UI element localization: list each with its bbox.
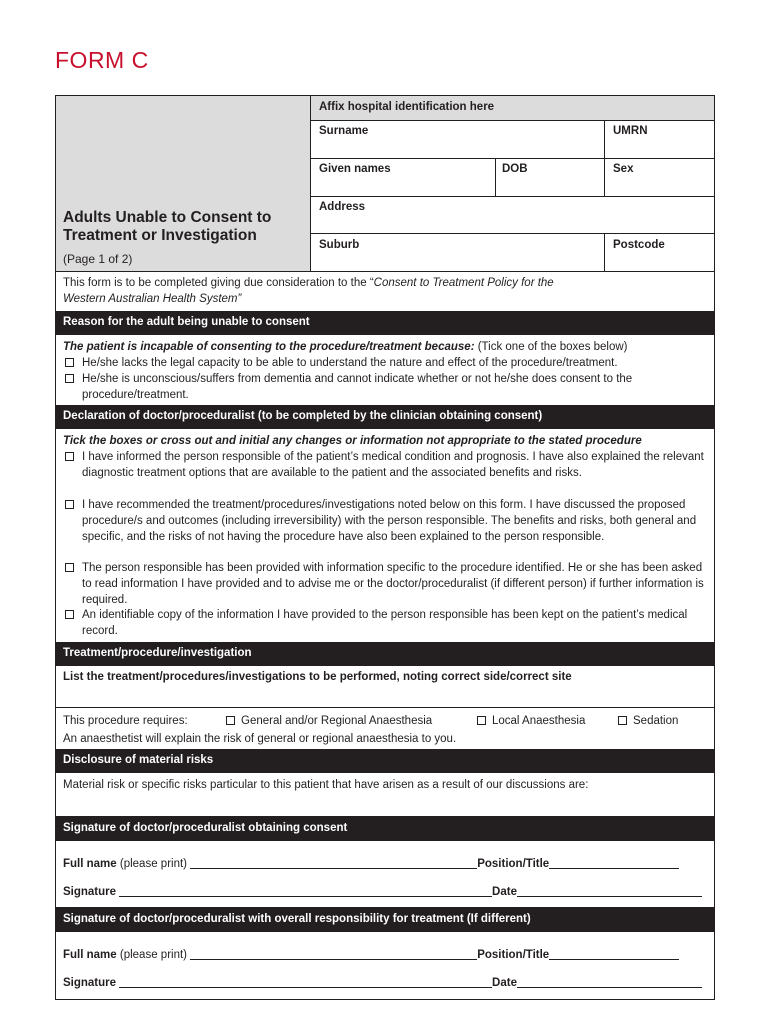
reason-option-1-text: He/she lacks the legal capacity to be able to understand the nature and effect of the procedure/treatment. <box>82 357 618 369</box>
anaesthesia-option-general-text: General and/or Regional Anaesthesia <box>241 715 433 727</box>
checkbox[interactable] <box>65 452 74 461</box>
sig1-fullname-row <box>63 858 679 870</box>
sig1-heading: Signature of doctor/proceduralist obtaining consent <box>63 822 348 834</box>
postcode-field[interactable]: Postcode <box>613 239 665 251</box>
sig2-please-print: (please print) <box>116 949 191 961</box>
sig2-signature-input[interactable] <box>119 987 492 988</box>
checkbox[interactable] <box>65 500 74 509</box>
form-title-line2: Treatment or Investigation <box>63 227 257 244</box>
risks-text: Material risk or specific risks particular to this patient that have arisen as a result of our discussions are: <box>63 779 589 791</box>
form-label: FORM C <box>55 47 149 73</box>
surname-field[interactable]: Surname <box>319 125 369 137</box>
declaration-item-4[interactable] <box>64 607 709 639</box>
sig2-signature-label: Signature <box>63 977 117 989</box>
declaration-item-1[interactable] <box>64 449 709 481</box>
checkbox[interactable] <box>65 563 74 572</box>
sig2-fullname-input[interactable] <box>190 959 477 960</box>
declaration-instruction: Tick the boxes or cross out and initial any changes or information not appropriate to the stated procedure <box>63 435 642 447</box>
reason-lead-rest: (Tick one of the boxes below) <box>474 341 628 353</box>
sig1-position-input[interactable] <box>549 868 679 869</box>
risks-heading: Disclosure of material risks <box>63 754 214 766</box>
anaesthesia-option-local-text: Local Anaesthesia <box>492 715 586 727</box>
sig2-position-label: Position/Title <box>477 949 550 961</box>
declaration-heading: Declaration of doctor/proceduralist (to be completed by the clinician obtaining consent) <box>63 410 543 422</box>
sig1-date-input[interactable] <box>517 896 702 897</box>
checkbox[interactable] <box>618 716 627 725</box>
declaration-heading-bar <box>56 405 714 429</box>
reason-option-2-text: He/she is unconscious/suffers from dementia and cannot indicate whether or not he/she does consent to the procedure/treatment. <box>82 373 633 401</box>
form-title-line1: Adults Unable to Consent to <box>63 209 272 226</box>
reason-option-2[interactable] <box>64 371 709 403</box>
reason-lead-bold: The patient is incapable of consenting to the procedure/treatment because: <box>63 341 475 353</box>
suburb-field[interactable]: Suburb <box>319 239 360 251</box>
declaration-item-3-text: The person responsible has been provided with information specific to the procedure identified. He or she has been asked to read information I have provided and to advise me or the doctor/proceduralist (if different person) if further information is required. <box>82 562 704 606</box>
affix-label: Affix hospital identification here <box>319 101 495 113</box>
sig1-signature-label: Signature <box>63 886 117 898</box>
checkbox[interactable] <box>65 610 74 619</box>
intro-prefix: This form is to be completed giving due consideration to the “ <box>63 277 374 289</box>
anaesthesia-option-sedation[interactable] <box>618 713 678 729</box>
anaesthesia-option-local[interactable] <box>477 713 585 729</box>
sig2-fullname-row <box>63 949 679 961</box>
umrn-field[interactable]: UMRN <box>613 125 648 137</box>
anaesthesia-option-sedation-text: Sedation <box>633 715 679 727</box>
reason-heading: Reason for the adult being unable to consent <box>63 316 310 328</box>
consent-form <box>55 95 715 1000</box>
sig2-signature-row <box>63 977 702 989</box>
sig1-position-label: Position/Title <box>477 858 550 870</box>
sig1-fullname-input[interactable] <box>190 868 477 869</box>
given-names-field[interactable]: Given names <box>319 163 391 175</box>
checkbox[interactable] <box>477 716 486 725</box>
declaration-item-2-text: I have recommended the treatment/procedures/investigations noted below on this form. I have discussed the proposed procedure/s and outcomes (including irreversibility) with the person responsible. The benefits and risks, both general and specific, and the risks of not having the procedure have also been explained to the person responsible. <box>82 499 697 543</box>
sex-field[interactable]: Sex <box>613 163 634 175</box>
sig1-please-print: (please print) <box>116 858 191 870</box>
sig2-date-input[interactable] <box>517 987 702 988</box>
title-block <box>56 96 310 271</box>
reason-option-1[interactable] <box>64 355 709 371</box>
policy-name-line1: Consent to Treatment Policy for the <box>373 277 554 289</box>
sig2-position-input[interactable] <box>549 959 679 960</box>
anaesthetist-note: An anaesthetist will explain the risk of general or regional anaesthesia to you. <box>63 733 457 745</box>
treatment-list-field[interactable] <box>56 688 714 707</box>
treatment-list-label: List the treatment/procedures/investigations to be performed, noting correct side/correct site <box>63 671 572 683</box>
reason-lead <box>63 339 708 355</box>
intro-text <box>63 275 703 307</box>
sig2-date-label: Date <box>492 977 517 989</box>
dob-field[interactable]: DOB <box>502 163 528 175</box>
risks-heading-bar <box>56 749 714 773</box>
page-indicator: (Page 1 of 2) <box>63 252 133 266</box>
anaesthesia-option-general[interactable] <box>226 713 432 729</box>
checkbox[interactable] <box>65 358 74 367</box>
sig1-signature-input[interactable] <box>119 896 492 897</box>
address-field[interactable]: Address <box>319 201 366 213</box>
sig2-fullname-label: Full name <box>63 949 117 961</box>
sig2-heading-bar <box>56 907 714 932</box>
risks-field[interactable] <box>56 793 714 815</box>
declaration-item-3[interactable] <box>64 560 709 608</box>
sig2-heading: Signature of doctor/proceduralist with overall responsibility for treatment (If different) <box>63 913 531 925</box>
reason-heading-bar <box>56 311 714 335</box>
declaration-item-2[interactable] <box>64 497 709 545</box>
sig1-signature-row <box>63 886 702 898</box>
declaration-item-4-text: An identifiable copy of the information I have provided to the person responsible has been kept on the patient’s medical record. <box>82 609 688 637</box>
treatment-heading-bar <box>56 642 714 666</box>
procedure-requires-label: This procedure requires: <box>63 715 188 727</box>
sig1-heading-bar <box>56 816 714 841</box>
policy-name-line2: Western Australian Health System” <box>63 293 242 305</box>
checkbox[interactable] <box>65 374 74 383</box>
sig1-fullname-label: Full name <box>63 858 117 870</box>
checkbox[interactable] <box>226 716 235 725</box>
declaration-item-1-text: I have informed the person responsible of the patient’s medical condition and prognosis. I have also explained the relevant diagnostic treatment options that are available to the patient and the associated benefits and risks. <box>82 451 704 479</box>
sig1-date-label: Date <box>492 886 517 898</box>
treatment-heading: Treatment/procedure/investigation <box>63 647 252 659</box>
